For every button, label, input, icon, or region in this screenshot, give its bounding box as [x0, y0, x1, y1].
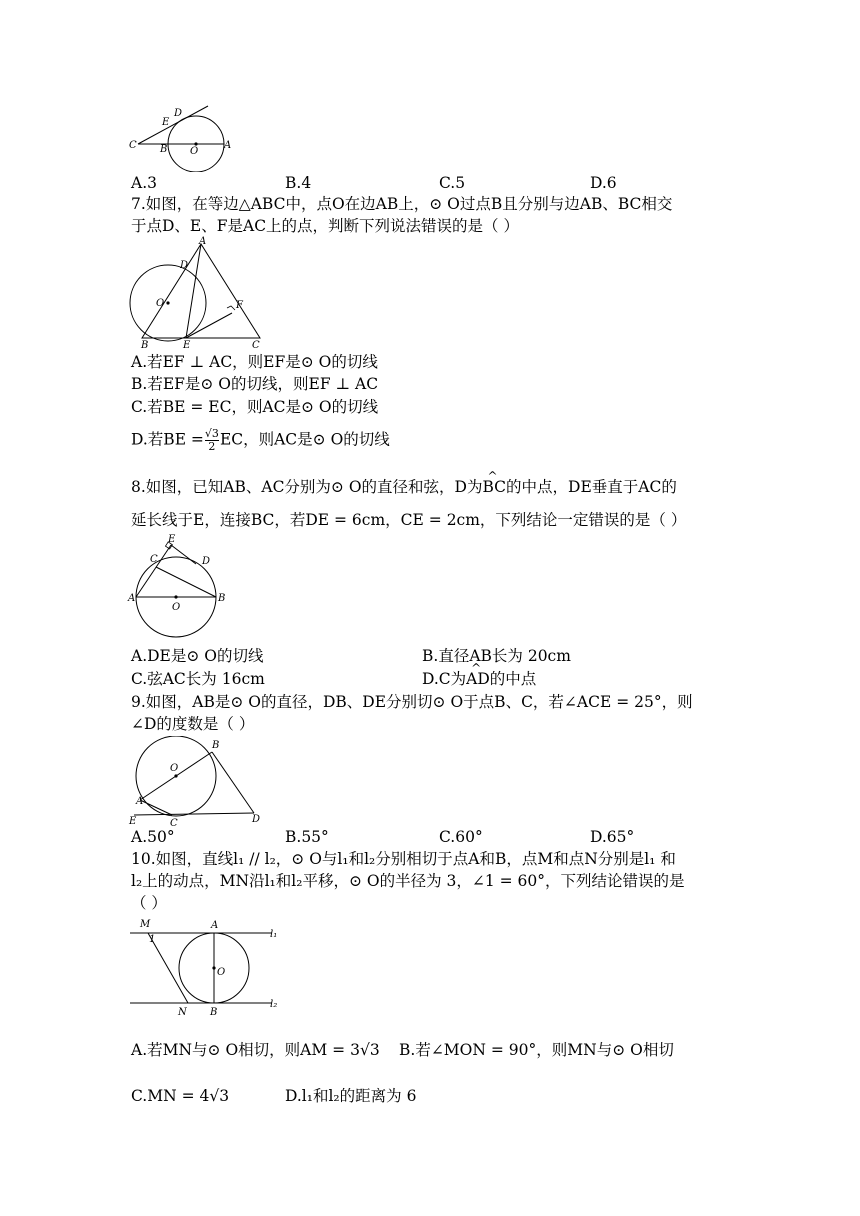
- q6-label-b: B: [160, 144, 168, 155]
- q7-label-o: O: [156, 298, 165, 309]
- q7-label-c: C: [252, 340, 260, 350]
- q7-stem-line1: 7.如图，在等边△ABC中，点O在边AB上，⊙ O过点B且分别与边AB、BC相交: [131, 195, 673, 213]
- q8-option-a: A.DE是⊙ O的切线: [131, 647, 264, 665]
- q7-label-b: B: [141, 340, 149, 350]
- q6-label-a: A: [224, 140, 232, 151]
- q7-option-c: C.若BE = EC，则AC是⊙ O的切线: [131, 398, 379, 416]
- q10-label-b: B: [210, 1007, 218, 1018]
- q9-stem-line1: 9.如图，AB是⊙ O的直径，DB、DE分别切⊙ O于点B、C，若∠ACE = 25°，则: [131, 693, 693, 711]
- q6-label-d: D: [174, 108, 183, 119]
- q7-stem-line2: 于点D、E、F是AC上的点，判断下列说法错误的是（ ）: [131, 217, 519, 235]
- q10-label-l2: l₂: [270, 999, 278, 1010]
- q10-stem-line1: 10.如图，直线l₁ // l₂，⊙ O与l₁和l₂分别相切于点A和B，点M和点N分别是l₁ 和: [131, 850, 676, 868]
- q6-figure: [126, 100, 236, 176]
- q9-label-e: E: [129, 816, 137, 827]
- q9-label-c: C: [170, 818, 178, 828]
- q6-option-d: D.6: [590, 174, 617, 192]
- q10-label-o: O: [217, 967, 226, 978]
- q10-option-c: C.MN = 4√3: [131, 1087, 230, 1105]
- q10-label-l1: l₁: [270, 929, 278, 940]
- q8-option-d: D.C为^ AD的中点: [422, 669, 536, 689]
- q9-option-c: C.60°: [439, 828, 483, 846]
- q7-figure: [126, 236, 276, 354]
- q10-label-angle1: 1: [149, 934, 156, 945]
- q6-option-b: B.4: [285, 174, 312, 192]
- q9-option-a: A.50°: [131, 828, 175, 846]
- q8-stem-line1: 8.如图，已知AB、AC分别为⊙ O的直径和弦，D为^ BC的中点，DE垂直于AC的: [131, 477, 677, 497]
- q10-label-m: M: [140, 919, 151, 930]
- q8-label-c: C: [150, 554, 158, 565]
- q7-label-f: F: [236, 300, 243, 311]
- q10-stem-line2: l₂上的动点，MN沿l₁和l₂平移，⊙ O的半径为 3，∠1 = 60°，下列结论错误的是: [131, 872, 685, 890]
- q9-option-d: D.65°: [590, 828, 635, 846]
- q9-stem-line2: ∠D的度数是（ ）: [131, 715, 255, 733]
- q10-label-n: N: [178, 1007, 187, 1018]
- q9-label-b: B: [212, 740, 220, 751]
- q7-option-a: A.若EF ⊥ AC，则EF是⊙ O的切线: [131, 353, 378, 371]
- q9-label-a: A: [136, 796, 144, 807]
- q10-option-d: D.l₁和l₂的距离为 6: [285, 1087, 417, 1105]
- q6-label-o: O: [190, 146, 199, 157]
- q6-option-a: A.3: [131, 174, 157, 192]
- q8-stem-line2: 延长线于E，连接BC，若DE = 6cm，CE = 2cm，下列结论一定错误的是（ ）: [131, 511, 687, 529]
- q10-figure: [126, 915, 286, 1025]
- q8-figure: [126, 530, 236, 646]
- q7-label-a: A: [199, 236, 207, 247]
- q9-label-d: D: [252, 814, 261, 825]
- q9-figure: [126, 736, 266, 832]
- q8-label-b: B: [218, 593, 226, 604]
- q7-option-b: B.若EF是⊙ O的切线，则EF ⊥ AC: [131, 375, 379, 393]
- q8-label-o: O: [172, 602, 181, 613]
- q8-option-c: C.弦AC长为 16cm: [131, 670, 265, 688]
- q7-label-e: E: [183, 340, 191, 350]
- q8-label-a: A: [128, 593, 136, 604]
- q10-stem-line3: （ ）: [131, 894, 167, 912]
- q7-fraction: $\frac{√3}{2}$: [204, 427, 219, 453]
- q6-option-c: C.5: [439, 174, 466, 192]
- q7-option-d: D.若BE = $\frac{√3}{2}$ EC，则AC是⊙ O的切线: [131, 427, 390, 453]
- q6-label-e: E: [162, 117, 170, 128]
- q10-label-a: A: [211, 920, 219, 931]
- q9-option-b: B.55°: [285, 828, 329, 846]
- q6-label-c: C: [129, 140, 137, 151]
- q8-label-e: E: [168, 534, 176, 545]
- q7-label-d: D: [180, 260, 189, 271]
- q8-option-b: B.直径AB长为 20cm: [422, 647, 571, 665]
- q10-option-b: B.若∠MON = 90°，则MN与⊙ O相切: [399, 1041, 674, 1059]
- q8-label-d: D: [202, 556, 211, 567]
- q10-option-a: A.若MN与⊙ O相切，则AM = 3√3: [131, 1041, 380, 1059]
- q9-label-o: O: [170, 763, 179, 774]
